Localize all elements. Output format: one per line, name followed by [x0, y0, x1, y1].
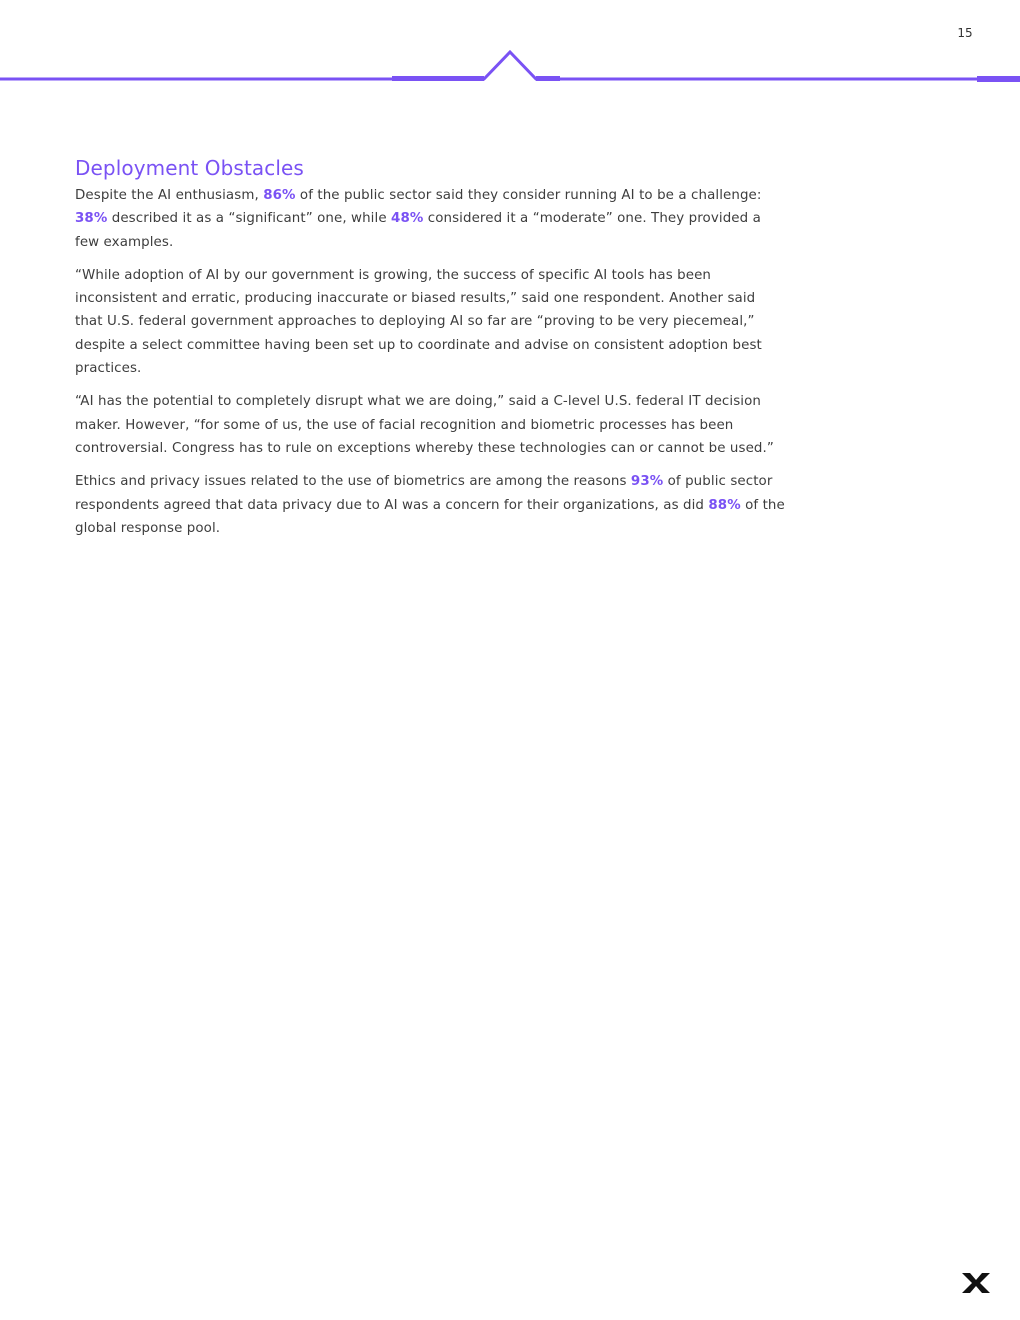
stat-48: 48%: [391, 211, 424, 227]
text: considered it a “moderate” one. They provided a few examples.: [75, 211, 761, 250]
text: of the public sector said they consider running AI to be a challenge:: [295, 188, 762, 203]
text: of public sector respondents agreed that data privacy due to AI was a concern for their organizations, as did: [75, 474, 773, 513]
header-rule: [0, 0, 1020, 100]
x-logo-icon: [960, 1272, 992, 1294]
paragraph-4: [75, 470, 785, 540]
stat-93: 93%: [630, 474, 664, 490]
text: Ethics and privacy issues related to the use of biometrics are among the reasons: [75, 474, 631, 490]
paragraph-3: “AI has the potential to completely disrupt what we are doing,” said a C-level U.S. federal IT decision maker. However, “for some of us, the use of facial recognition and biometric processes has been controversial. Congress has to rule on exceptions whereby these technologies can or cannot be used.”: [75, 394, 774, 456]
paragraph-1: [75, 184, 785, 254]
section-heading: Deployment Obstacles: [75, 156, 304, 180]
text: Despite the AI enthusiasm,: [75, 188, 264, 203]
page-number: 15: [957, 26, 973, 40]
main-content: [75, 156, 785, 550]
stat-38: 38%: [75, 211, 108, 227]
text: of the global response pool.: [75, 497, 785, 536]
stat-86: 86%: [263, 188, 296, 203]
text: described it as a “significant” one, while: [107, 211, 392, 227]
paragraph-2: “While adoption of AI by our government is growing, the success of specific AI tools has been inconsistent and erratic, producing inaccurate or biased results,” said one respondent. Another said that U.S. federal government approaches to deploying AI so far are “proving to be very piecemeal,” despite a select committee having been set up to coordinate and advise on consistent adoption best practices.: [75, 267, 762, 377]
stat-88: 88%: [708, 497, 741, 513]
